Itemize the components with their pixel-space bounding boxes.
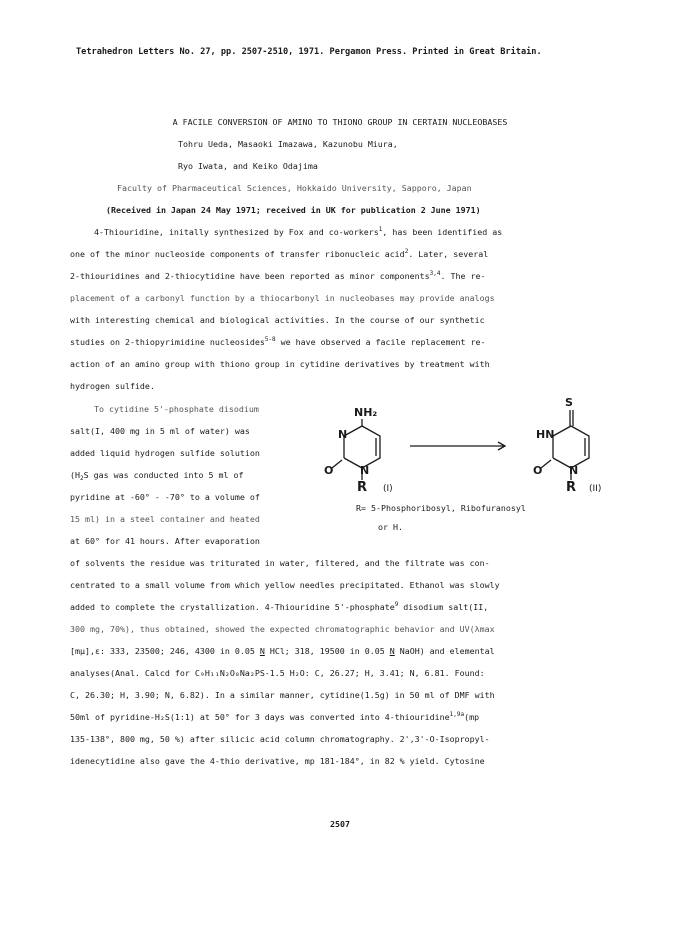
citation: 9 — [394, 601, 399, 608]
citation: 1,9a — [449, 711, 465, 718]
body-line: idenecytidine also gave the 4-thio derivative, mp 181-184°, in 82 % yield. Cytosine — [70, 756, 485, 766]
body-line: 15 ml) in a steel container and heated — [70, 514, 260, 524]
r-group: R — [357, 480, 368, 495]
affiliation: Faculty of Pharmaceutical Sciences, Hokkaido University, Sapporo, Japan — [117, 183, 472, 193]
body-line: 4-Thiouridine, initally synthesized by Fox and co-workers$^1$, has been identified as — [94, 226, 503, 237]
ring-nh: HN — [536, 428, 555, 441]
sulfur-label: S — [565, 396, 573, 409]
body-line: analyses(Anal. Calcd for C₉H₁₁N₂O₈Na₂PS-1.5 H₂O: C, 26.27; H, 3.41; N, 6.81. Found: — [70, 668, 485, 678]
scheme-caption: R= 5-Phosphoribosyl, Ribofuranosyl — [356, 503, 526, 513]
body-line: [mμ],ε: 333, 23500; 246, 4300 in 0.05 N HCl; 318, 19500 in 0.05 N NaOH) and elemental — [70, 646, 495, 656]
oxygen-label: O — [324, 464, 334, 477]
ring-nitrogen: N — [569, 464, 579, 477]
r-group: R — [566, 480, 577, 495]
journal-header: Tetrahedron Letters No. 27, pp. 2507-2510, 1971. Pergamon Press. Printed in Great Britain. — [76, 47, 542, 57]
page-number: 2507 — [330, 819, 350, 829]
body-line: pyridine at -60° - -70° to a volume of — [70, 492, 260, 502]
ring-nitrogen: N — [360, 464, 370, 477]
scheme-caption: or H. — [378, 522, 403, 532]
body-line: ($H_2S$ gas was conducted into 5 ml of — [70, 470, 244, 482]
body-line: at 60° for 41 hours. After evaporation — [70, 536, 260, 546]
authors-line-1: Tohru Ueda, Masaoki Imazawa, Kazunobu Miura, — [178, 139, 398, 149]
body-line: with interesting chemical and biological activities. In the course of our synthetic — [70, 315, 485, 325]
compound-label-i: (I) — [383, 484, 393, 494]
body-line: centrated to a small volume from which yellow needles precipitated. Ethanol was slowly — [70, 580, 500, 590]
citation: 5-8 — [264, 336, 276, 343]
compound-label-ii: (II) — [589, 484, 602, 494]
body-line: C, 26.30; H, 3.90; N, 6.82). In a similar manner, cytidine(1.5g) in 50 ml of DMF with — [70, 690, 495, 700]
received-dates: (Received in Japan 24 May 1971; received in UK for publication 2 June 1971) — [106, 205, 481, 215]
paper-title: A FACILE CONVERSION OF AMINO TO THIONO GROUP IN CERTAIN NUCLEOBASES — [172, 117, 508, 127]
body-line: 300 mg, 70%), thus obtained, showed the expected chromatographic behavior and UV(λmax — [70, 624, 495, 634]
citation: 1 — [378, 226, 383, 233]
oxygen-label: O — [533, 464, 543, 477]
body-line: placement of a carbonyl function by a thiocarbonyl in nucleobases may provide analogs — [70, 293, 495, 303]
body-line: studies on 2-thiopyrimidine nucleosides$^{5-8}$ we have observed a facile replacement re- — [70, 336, 486, 347]
body-line: salt(I, 400 mg in 5 ml of water) was — [70, 426, 250, 436]
body-line: action of an amino group with thiono group in cytidine derivatives by treatment with — [70, 359, 490, 369]
body-line: one of the minor nucleoside components of transfer ribonucleic acid$^2$. Later, several — [70, 248, 489, 259]
body-line: 135-138°, 800 mg, 50 %) after silicic acid column chromatography. 2',3'-O-Isopropyl- — [70, 734, 490, 744]
body-line: added to complete the crystallization. 4-Thiouridine 5'-phosphate$^9$ disodium salt(II, — [70, 601, 489, 612]
authors-line-2: Ryo Iwata, and Keiko Odajima — [178, 161, 318, 171]
citation: 2 — [404, 248, 409, 255]
body-line: To cytidine 5'-phosphate disodium — [94, 404, 259, 414]
ring-nitrogen: N — [338, 428, 348, 441]
body-line: hydrogen sulfide. — [70, 381, 155, 391]
amino-label: NH₂ — [354, 406, 378, 419]
citation: 3,4 — [429, 270, 441, 277]
body-line: 2-thiouridines and 2-thiocytidine have been reported as minor components$^{3,4}$. The re- — [70, 270, 486, 281]
body-line: added liquid hydrogen sulfide solution — [70, 448, 260, 458]
body-line: of solvents the residue was triturated in water, filtered, and the filtrate was con- — [70, 558, 490, 568]
body-line: 50ml of pyridine-H₂S(1:1) at 50° for 3 days was converted into 4-thiouridine$^{1,9a}$(mp — [70, 711, 480, 722]
